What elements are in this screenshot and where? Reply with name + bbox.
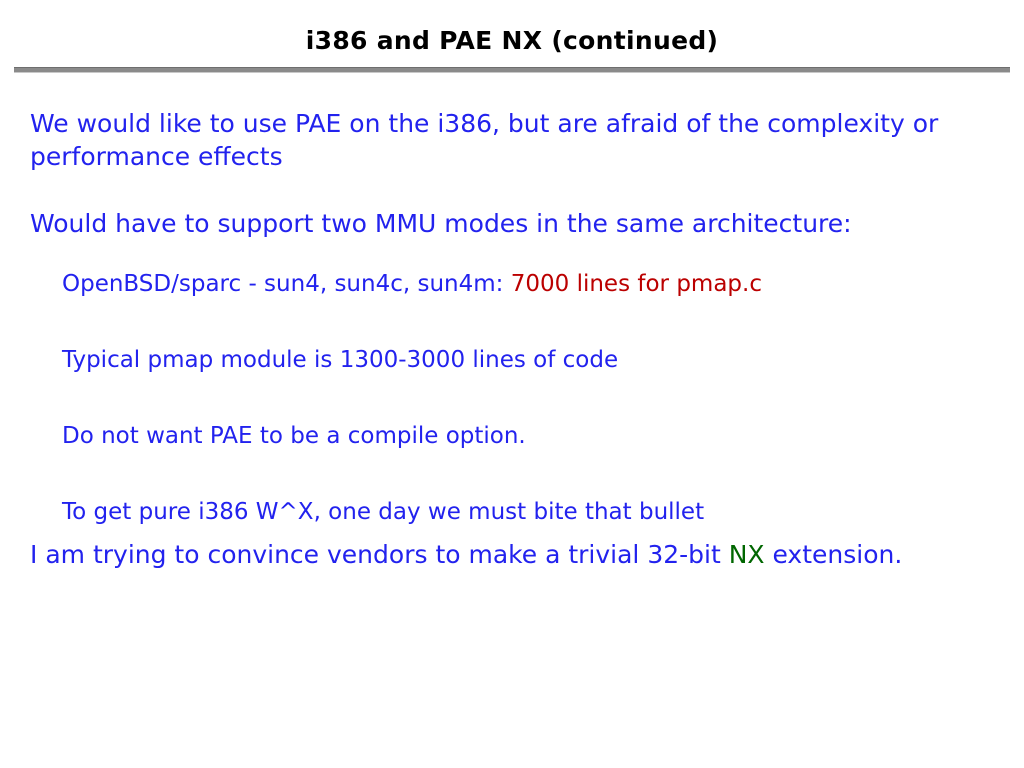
paragraph-2: Would have to support two MMU modes in the same architecture: bbox=[30, 209, 852, 238]
closing-text-before: I am trying to convince vendors to make a trivial 32-bit bbox=[30, 539, 729, 569]
list-item-text: Do not want PAE to be a compile option. bbox=[62, 422, 526, 449]
closing-text-after: extension. bbox=[764, 539, 903, 569]
bullet-list bbox=[30, 270, 994, 528]
page-title: i386 and PAE NX (continued) bbox=[305, 26, 719, 55]
list-item-text: Typical pmap module is 1300-3000 lines of code bbox=[62, 346, 619, 373]
list-item bbox=[62, 498, 994, 528]
closing-paragraph bbox=[30, 538, 990, 571]
list-item bbox=[62, 270, 994, 300]
slide-body bbox=[0, 73, 1024, 571]
list-item-text: To get pure i386 W^X, one day we must bite that bullet bbox=[62, 498, 705, 525]
paragraph-1: We would like to use PAE on the i386, but are afraid of the complexity or performance effects bbox=[30, 109, 939, 171]
list-item-text: OpenBSD/sparc - sun4, sun4c, sun4m: bbox=[62, 271, 511, 297]
list-item bbox=[62, 422, 994, 452]
closing-highlight: NX bbox=[728, 539, 765, 569]
list-item-highlight: 7000 lines for pmap.c bbox=[510, 271, 762, 297]
list-item bbox=[62, 346, 994, 376]
